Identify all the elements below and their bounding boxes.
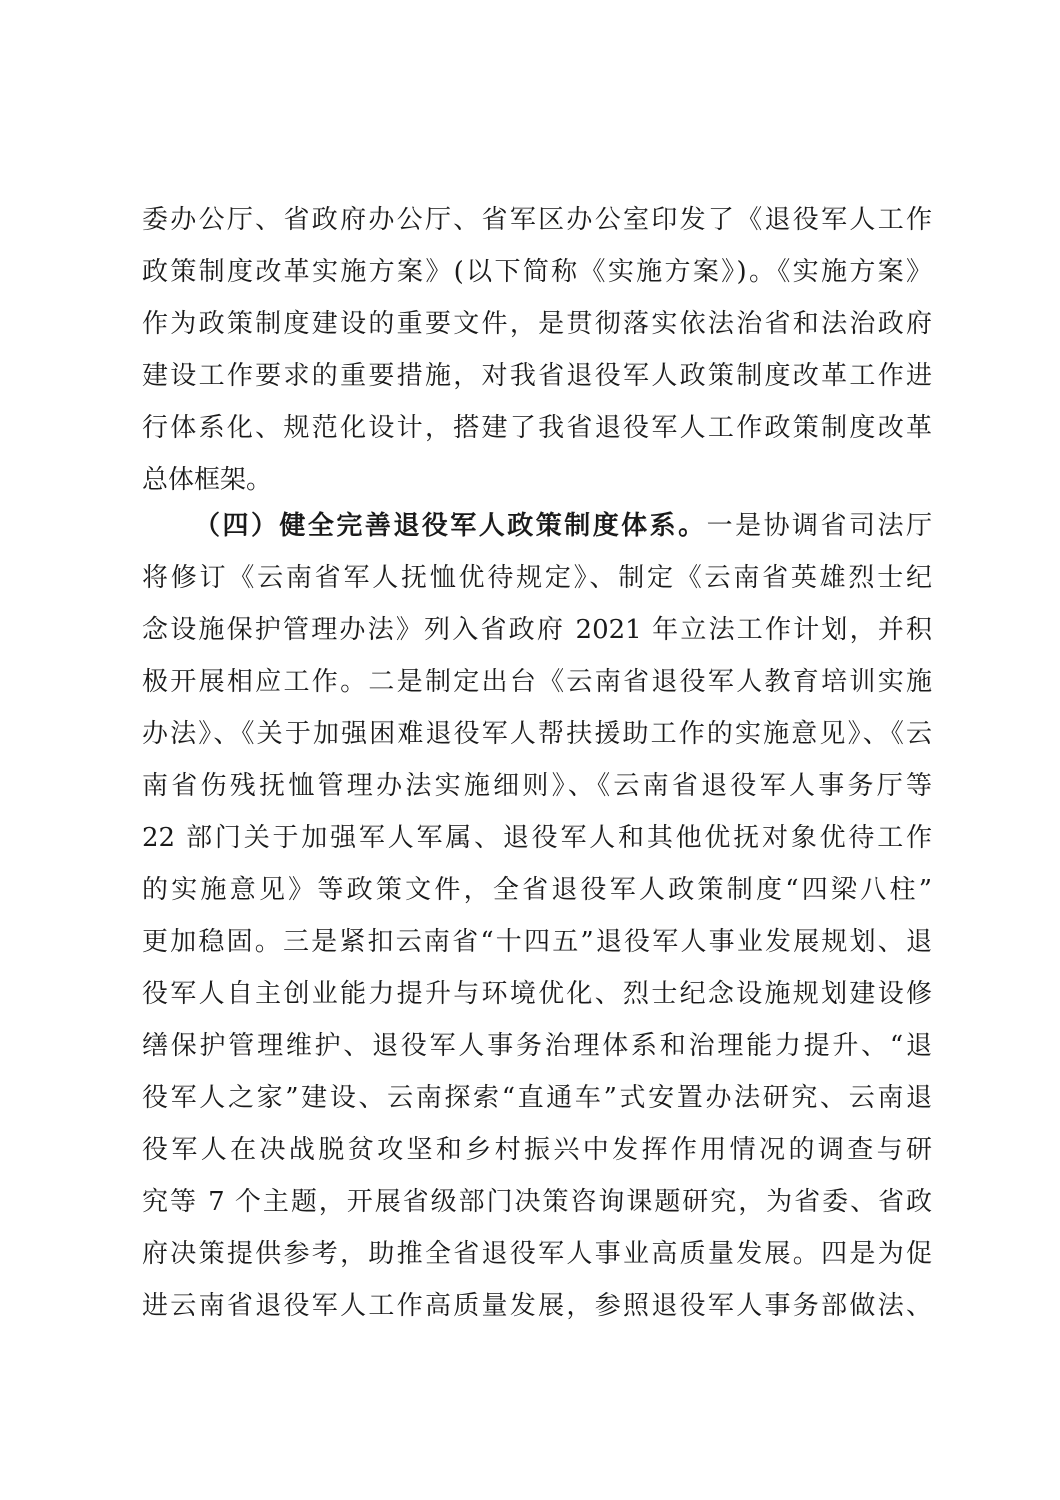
section-heading: （四）健全完善退役军人政策制度体系。 [194,511,707,541]
paragraph-2-line: 南省伤残抚恤管理办法实施细则》、《云南省退役军人事务厅等 [142,771,932,801]
paragraph-1 [142,194,932,506]
paragraph-2-line: 府决策提供参考，助推全省退役军人事业高质量发展。四是为促 [142,1239,932,1269]
paragraph-2 [142,500,932,1332]
paragraph-2-line: 将修订《云南省军人抚恤优待规定》、制定《云南省英雄烈士纪 [142,563,932,593]
paragraph-2-line: 办法》、《关于加强困难退役军人帮扶援助工作的实施意见》、《云 [142,719,932,749]
paragraph-1-line: 作为政策制度建设的重要文件，是贯彻落实依法治省和法治政府 [142,309,932,339]
paragraph-2-line: 役军人在决战脱贫攻坚和乡村振兴中发挥作用情况的调查与研 [142,1135,932,1165]
paragraph-2-line: 更加稳固。三是紧扣云南省“十四五”退役军人事业发展规划、退 [142,927,932,957]
paragraph-1-line: 委办公厅、省政府办公厅、省军区办公室印发了《退役军人工作 [142,205,932,235]
paragraph-1-line: 行体系化、规范化设计，搭建了我省退役军人工作政策制度改革 [142,413,932,443]
paragraph-2-line: 进云南省退役军人工作高质量发展，参照退役军人事务部做法、 [142,1291,932,1321]
paragraph-2-line: 22 部门关于加强军人军属、退役军人和其他优抚对象优待工作 [142,823,932,853]
paragraph-2-line: 念设施保护管理办法》列入省政府 2021 年立法工作计划，并积 [142,615,932,645]
paragraph-1-line: 政策制度改革实施方案》(以下简称《实施方案》)。《实施方案》 [142,257,932,287]
paragraph-2-first-line [142,500,932,552]
paragraph-1-line: 总体框架。 [142,465,273,495]
paragraph-2-first-line-text: 一是协调省司法厅 [706,511,932,541]
paragraph-2-line: 缮保护管理维护、退役军人事务治理体系和治理能力提升、“退 [142,1031,932,1061]
paragraph-2-line: 的实施意见》等政策文件，全省退役军人政策制度“四梁八柱” [142,875,932,905]
paragraph-2-line: 极开展相应工作。二是制定出台《云南省退役军人教育培训实施 [142,667,932,697]
paragraph-1-line: 建设工作要求的重要措施，对我省退役军人政策制度改革工作进 [142,361,932,391]
paragraph-2-line: 役军人自主创业能力提升与环境优化、烈士纪念设施规划建设修 [142,979,932,1009]
paragraph-2-line: 究等 7 个主题，开展省级部门决策咨询课题研究，为省委、省政 [142,1187,932,1217]
paragraph-2-line: 役军人之家”建设、云南探索“直通车”式安置办法研究、云南退 [142,1083,932,1113]
